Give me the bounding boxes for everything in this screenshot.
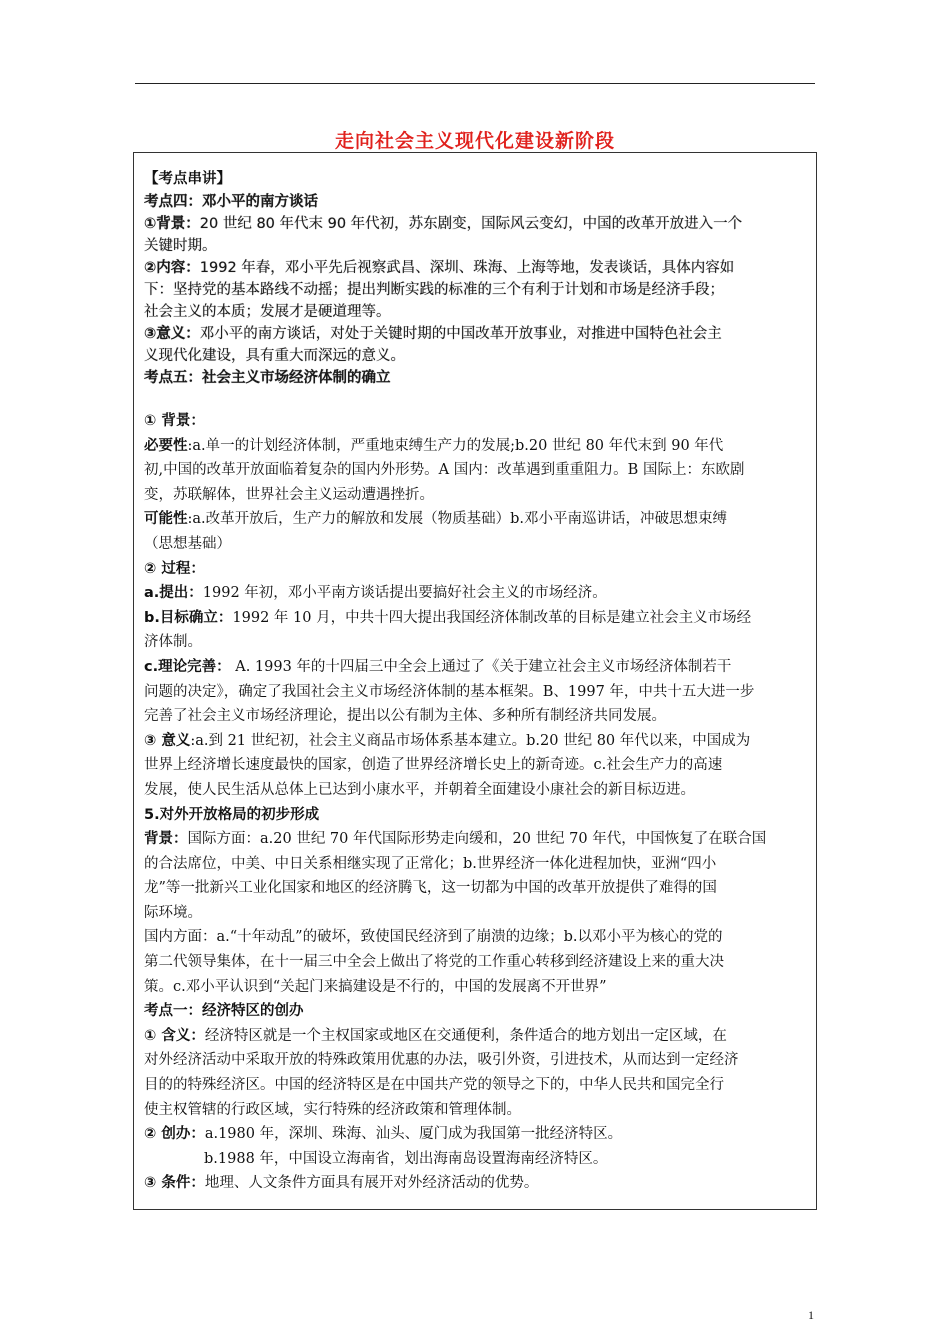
line-text: 第二代领导集体，在十一届三中全会上做出了将党的工作重心转移到经济建设上来的重大决 (144, 954, 724, 971)
line-label: 可能性 (144, 511, 188, 528)
text-line (144, 434, 810, 459)
text-line (144, 345, 810, 367)
line-text: 使主权管辖的行政区域，实行特殊的经济政策和管理体制。 (144, 1101, 521, 1118)
line-text: 世界上经济增长速度最快的国家，创造了世界经济增长史上的新奇迹。c.社会生产力的高速 (144, 757, 723, 774)
content-box (133, 152, 817, 1210)
text-line (144, 1122, 810, 1147)
line-text: 1992 年 10 月，中共十四大提出我国经济体制改革的目标是建立社会主义市场经 (232, 609, 752, 626)
text-line (144, 876, 810, 901)
text-line (144, 458, 810, 483)
line-label: ③意义： (144, 326, 200, 342)
line-label: c.理论完善： (144, 658, 231, 675)
line-label: 考点四：邓小平的南方谈话 (144, 194, 318, 210)
text-line (144, 630, 810, 655)
text-line (144, 852, 810, 877)
line-text: 龙”等一批新兴工业化国家和地区的经济腾飞，这一切都为中国的改革开放提供了难得的国 (144, 880, 717, 897)
line-text: 目的的特殊经济区。中国的经济特区是在中国共产党的领导之下的，中华人民共和国完全行 (144, 1077, 724, 1094)
text-line (144, 483, 810, 508)
line-label: 背景： (144, 831, 188, 848)
line-text: 20 世纪 80 年代末 90 年代初，苏东剧变，国际风云变幻，中国的改革开放进入一个 (199, 216, 743, 232)
line-label: 必要性 (144, 437, 188, 454)
text-line (144, 279, 810, 301)
line-label: ② 过程： (144, 560, 205, 577)
text-line (144, 1048, 810, 1073)
line-text: 经济特区就是一个主权国家或地区在交通便利，条件适合的地方划出一定区域，在 (204, 1027, 727, 1044)
text-line (144, 507, 810, 532)
line-text: 地理、人文条件方面具有展开对外经济活动的优势。 (204, 1175, 539, 1192)
text-line (144, 901, 810, 926)
line-text: 际环境。 (144, 904, 202, 921)
line-text: 对外经济活动中采取开放的特殊政策用优惠的办法，吸引外资，引进技术，从而达到一定经济 (144, 1052, 739, 1069)
line-text: 初,中国的改革开放面临着复杂的国内外形势。A 国内：改革遇到重重阻力。B 国际上：东欧剧 (144, 462, 745, 479)
text-line (144, 301, 810, 323)
line-text: 1992 年春，邓小平先后视察武昌、深圳、珠海、上海等地，发表谈话，具体内容如 (199, 260, 735, 276)
line-label: ③ 条件： (144, 1175, 205, 1192)
line-text: （思想基础） (144, 535, 231, 552)
page-number: 1 (808, 1308, 814, 1322)
line-label: ① 背景： (144, 413, 205, 429)
text-line (144, 1098, 810, 1123)
text-line (144, 532, 810, 557)
text-line (144, 1073, 810, 1098)
line-text: 邓小平的南方谈话，对处于关键时期的中国改革开放事业，对推进中国特色社会主 (199, 326, 722, 342)
text-line (144, 803, 810, 828)
line-text: 义现代化建设，具有重大而深远的意义。 (144, 348, 405, 364)
body-text (144, 409, 810, 1196)
text-line (144, 975, 810, 1000)
content-inner (144, 167, 810, 1196)
line-text: a.1980 年，深圳、珠海、汕头、厦门成为我国第一批经济特区。 (204, 1126, 623, 1143)
text-line (144, 655, 810, 680)
line-text: 1992 年初，邓小平南方谈话提出要搞好社会主义的市场经济。 (202, 585, 607, 602)
line-text: 完善了社会主义市场经济理论，提出以公有制为主体、多种所有制经济共同发展。 (144, 708, 666, 725)
text-line (144, 257, 810, 279)
line-text: 变，苏联解体，世界社会主义运动遭遇挫折。 (144, 486, 434, 503)
text-line (144, 704, 810, 729)
text-line (144, 323, 810, 345)
line-label: ① 含义： (144, 1027, 205, 1044)
text-line (144, 213, 810, 235)
line-label: a.提出： (144, 585, 203, 602)
line-label: b.目标确立： (144, 609, 233, 626)
line-text: 国际方面：a.20 世纪 70 年代国际形势走向缓和，20 世纪 70 年代，中国恢复了在联合国 (187, 831, 767, 848)
line-text: b.1988 年，中国设立海南省，划出海南岛设置海南经济特区。 (204, 1150, 608, 1167)
text-line (144, 827, 810, 852)
line-label: 考点五：社会主义市场经济体制的确立 (144, 370, 391, 386)
text-line (144, 778, 810, 803)
line-label: ③ 意义 (144, 732, 191, 749)
line-label: 5.对外开放格局的初步形成 (144, 806, 320, 823)
line-text: 发展，使人民生活从总体上已达到小康水平，并朝着全面建设小康社会的新目标迈进。 (144, 781, 695, 798)
line-text: 策。c.邓小平认识到“关起门来搞建设是不行的，中国的发展离不开世界” (144, 978, 607, 995)
text-line (144, 581, 810, 606)
section-header: 【考点串讲】 (144, 171, 231, 187)
line-text: 下：坚持党的基本路线不动摇；提出判断实践的标准的三个有利于计划和市场是经济手段； (144, 282, 724, 298)
text-line (144, 1147, 810, 1172)
line-text: 济体制。 (144, 634, 202, 651)
document-title: 走向社会主义现代化建设新阶段 (334, 130, 615, 152)
header-rule (135, 83, 815, 84)
text-line (144, 925, 810, 950)
line-text: A. 1993 年的十四届三中全会上通过了《关于建立社会主义市场经济体制若干 (230, 658, 732, 675)
text-line (144, 235, 810, 257)
line-label: ② 创办： (144, 1126, 205, 1143)
text-line (144, 367, 810, 389)
line-text: 的合法席位，中美、中日关系相继实现了正常化；b.世界经济一体化进程加快，亚洲“四小 (144, 855, 717, 872)
text-line (144, 606, 810, 631)
text-line (144, 729, 810, 754)
text-line (144, 950, 810, 975)
line-label: ②内容： (144, 260, 200, 276)
text-line (144, 191, 810, 213)
line-text: 关键时期。 (144, 238, 217, 254)
text-line (144, 1024, 810, 1049)
text-line (144, 753, 810, 778)
text-line (144, 680, 810, 705)
line-label: 考点一：经济特区的创办 (144, 1003, 304, 1020)
line-label: ①背景： (144, 216, 200, 232)
text-line (144, 1171, 810, 1196)
text-line (144, 999, 810, 1024)
line-text: 问题的决定》，确定了我国社会主义市场经济体制的基本框架。B、1997 年，中共十五大进一步 (144, 683, 755, 700)
line-text: :a.单一的计划经济体制，严重地束缚生产力的发展;b.20 世纪 80 年代末到 90 年代 (187, 437, 724, 454)
text-line (144, 409, 810, 434)
text-line (144, 557, 810, 582)
line-text: :a.到 21 世纪初，社会主义商品市场体系基本建立。b.20 世纪 80 年代以来，中国成为 (190, 732, 751, 749)
line-text: 国内方面：a.“十年动乱”的破坏，致使国民经济到了崩溃的边缘；b.以邓小平为核心的党的 (144, 929, 723, 946)
line-text: :a.改革开放后，生产力的解放和发展（物质基础）b.邓小平南巡讲话，冲破思想束缚 (187, 511, 728, 528)
line-text: 社会主义的本质；发展才是硬道理等。 (144, 304, 391, 320)
scanned-image-block (144, 191, 810, 389)
